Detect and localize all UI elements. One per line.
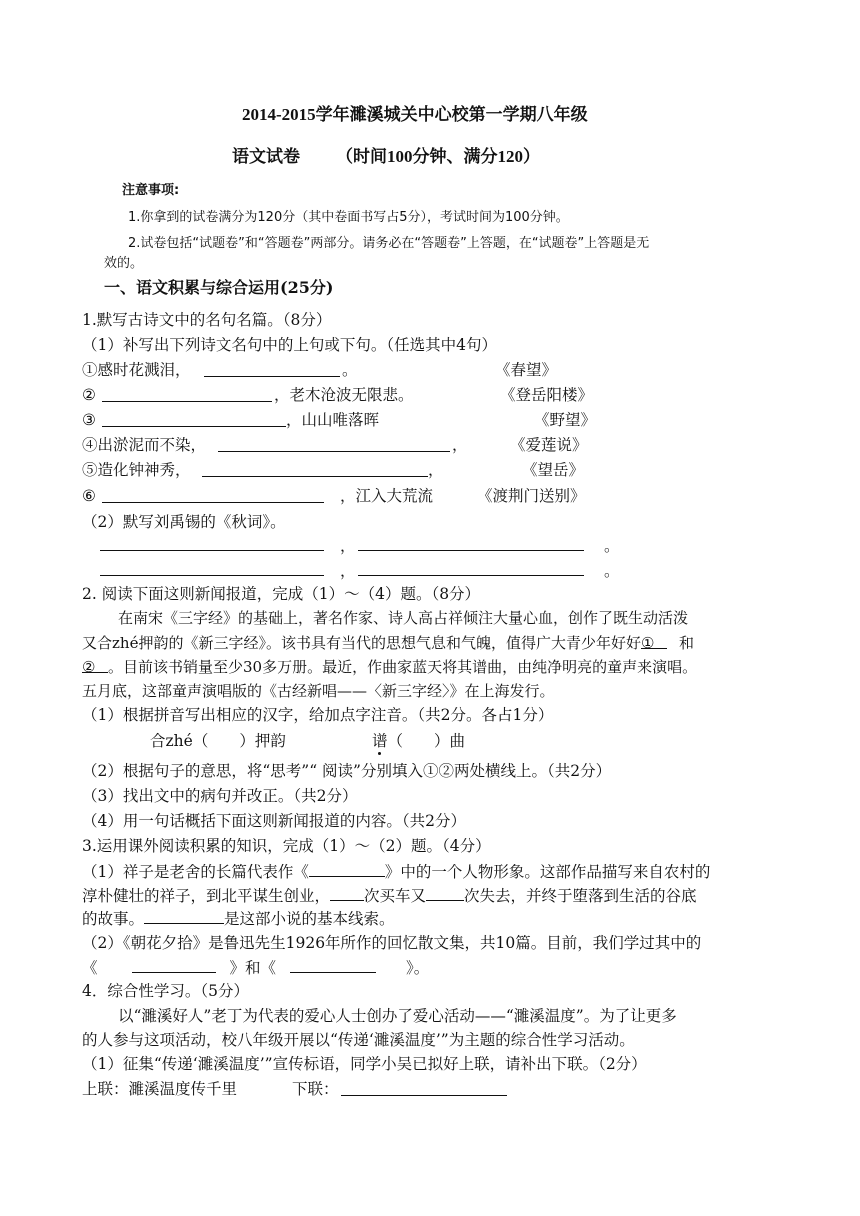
q2-sub4: （4）用一句话概括下面这则新闻报道的内容。（共2分）	[82, 812, 466, 830]
q1-title: 1.默写古诗文中的名句名篇。（8分）	[82, 311, 332, 329]
notes-item-2-cont: 效的。	[104, 256, 144, 271]
q3-a-line3-text-b: 是这部小说的基本线索。	[224, 910, 395, 928]
q1-line3-source: 《野望》	[534, 411, 597, 429]
q1-line6-text: ⑥	[82, 487, 96, 505]
q2-pinyin-b-text: （ ）曲	[387, 732, 466, 750]
q3-blank-essay-1[interactable]	[132, 957, 216, 973]
section-heading: 一、语文积累与综合运用(25分)	[104, 278, 334, 297]
q4-para-line2: 的人参与这项活动，校八年级开展以“传递‘濉溪温度’”为主题的综合性学习活动。	[82, 1031, 635, 1049]
q3-a-line2	[82, 885, 697, 906]
q3-b-line1: （2）《朝花夕拾》是鲁迅先生1926年所作的回忆散文集，共10篇。目前，我们学过其中的	[82, 934, 702, 952]
q1-line1-blank[interactable]	[204, 376, 340, 377]
q1-line1-source: 《春望》	[495, 361, 558, 379]
q3-blank-novel[interactable]	[309, 861, 385, 877]
q1-line2-text: ②	[82, 386, 96, 404]
q2-para-line3	[82, 657, 697, 677]
q4-lower-blank[interactable]	[341, 1095, 507, 1096]
q2-para-line2-text: 又合zhé押韵的《新三字经》。该书具有当代的思想气息和气魄，值得广大青少年好好	[82, 634, 641, 652]
q2-para-line3-text: 。目前该书销量至少30多万册。最近，作曲家蓝天将其谱曲，由纯净明亮的童声来演唱。	[108, 658, 698, 676]
q4-title: 4．综合性学习。（5分）	[82, 982, 249, 1000]
q1-line2-source: 《登岳阳楼》	[500, 386, 594, 404]
q4-upper-couplet: 上联：濉溪温度传千里	[82, 1080, 238, 1098]
q2-para-line4: 五月底，这部童声演唱版的《古经新唱——〈新三字经〉》在上海发行。	[82, 682, 555, 700]
q1-line3-text: ③	[82, 411, 96, 429]
q4-lower-label: 下联：	[292, 1080, 339, 1098]
q1-line4-blank[interactable]	[218, 451, 450, 452]
q1-line4-text: ④出淤泥而不染，	[82, 436, 207, 454]
poem-blank-4[interactable]	[358, 575, 584, 576]
q2-para-line1: 在南宋《三字经》的基础上，著名作家、诗人高占祥倾注大量心血，创作了既生动活泼	[118, 609, 689, 627]
notes-heading: 注意事项:	[122, 183, 180, 198]
q1-line5-blank[interactable]	[202, 476, 428, 477]
q1-line3-blank[interactable]	[102, 426, 286, 427]
q3-blank-count-1[interactable]	[330, 885, 364, 901]
q1-line3-end: ，山山唯落晖	[286, 411, 380, 429]
q1-line5-end: ，	[428, 461, 444, 479]
q3-a-line3-text: 的故事。	[82, 910, 145, 928]
q2-sub3: （3）找出文中的病句并改正。（共2分）	[82, 787, 358, 805]
q3-a-line2-text-c: 次失去，并终于堕落到生活的谷底	[464, 887, 697, 905]
q3-b-line2-close: 》。	[406, 959, 430, 977]
q3-a-line1-text-b: 》中的一个人物形象。这部作品描写来自农村的	[384, 863, 711, 881]
q1-line6-source: 《渡荆门送别》	[477, 487, 586, 505]
notes-item-2: 2.试卷包括“试题卷”和“答题卷”两部分。请务必在“答题卷”上答题，在“试题卷”上答题是无	[128, 236, 650, 251]
q2-blank-1[interactable]	[640, 633, 667, 652]
poem-comma-2: ，	[340, 562, 356, 580]
poem-period-1: 。	[604, 537, 620, 555]
q3-b-line2-open: 《	[82, 959, 98, 977]
q1-line5-source: 《望岳》	[522, 461, 585, 479]
q2-title: 2. 阅读下面这则新闻报道，完成（1）～（4）题。（8分）	[82, 585, 481, 603]
q1-line4-source: 《爱莲说》	[510, 436, 588, 454]
q2-blank-1-marker: ①	[640, 634, 655, 652]
poem-period-2: 。	[604, 562, 620, 580]
exam-subtitle-subject: 语文试卷	[232, 147, 300, 166]
q1-line6-blank[interactable]	[102, 502, 324, 503]
poem-blank-2[interactable]	[358, 550, 584, 551]
q2-dotted-char: 谱	[372, 732, 388, 750]
q3-blank-count-2[interactable]	[426, 885, 464, 901]
q4-sub1: （1）征集“传递‘濉溪温度’”宣传标语，同学小吴已拟好上联，请补出下联。（2分）	[82, 1055, 647, 1073]
q3-a-line1	[82, 861, 710, 882]
q3-blank-clue[interactable]	[144, 908, 224, 924]
q3-blank-essay-2[interactable]	[290, 957, 376, 973]
q1-line1-end: 。	[342, 361, 358, 379]
q2-pinyin-a: 合zhé（ ）押韵	[150, 732, 286, 750]
q1-line4-end: ，	[452, 436, 468, 454]
q2-blank-2[interactable]	[82, 657, 108, 676]
q3-a-line1-text: （1）祥子是老舍的长篇代表作《	[82, 863, 309, 881]
q1-line5-text: ⑤造化钟神秀，	[82, 461, 191, 479]
q1-part1: （1）补写出下列诗文名句中的上句或下句。（任选其中4句）	[82, 336, 497, 354]
q2-pinyin-b	[372, 731, 465, 751]
q3-b-line2-and: 》和《	[229, 959, 277, 977]
poem-blank-3[interactable]	[100, 575, 324, 576]
q1-line2-blank[interactable]	[102, 401, 272, 402]
exam-subtitle-time: （时间100分钟、满分120）	[336, 147, 540, 166]
q1-line2-end: ，老木沧波无限悲。	[274, 386, 414, 404]
poem-comma-1: ，	[340, 537, 356, 555]
q1-line6-end: ，江入大荒流	[340, 487, 434, 505]
q3-a-line2-text: 淳朴健壮的祥子，到北平谋生创业，	[82, 887, 331, 905]
q3-b-line2	[82, 957, 429, 978]
q1-line1-text: ①感时花溅泪，	[82, 361, 191, 379]
q2-sub1: （1）根据拼音写出相应的汉字，给加点字注音。（共2分。各占1分）	[82, 706, 554, 724]
q2-sub2: （2）根据句子的意思，将“思考”“ 阅读”分别填入①②两处横线上。（共2分）	[82, 762, 612, 780]
q2-para-line2-and: 和	[678, 634, 694, 652]
exam-title: 2014-2015学年濉溪城关中心校第一学期八年级	[242, 105, 588, 124]
q4-para-line1: 以“濉溪好人”老丁为代表的爱心人士创办了爱心活动——“濉溪温度”。为了让更多	[118, 1007, 677, 1025]
poem-blank-1[interactable]	[100, 550, 324, 551]
q3-a-line2-text-b: 次买车又	[364, 887, 427, 905]
notes-item-1: 1.你拿到的试卷满分为120分（其中卷面书写占5分），考试时间为100分钟。	[128, 210, 569, 225]
q3-title: 3.运用课外阅读积累的知识，完成（1）～（2）题。（4分）	[82, 837, 491, 855]
q2-blank-2-marker: ②	[82, 658, 96, 676]
q2-para-line2	[82, 633, 694, 653]
q3-a-line3	[82, 908, 395, 929]
q1-part2: （2）默写刘禹锡的《秋词》。	[82, 513, 286, 531]
